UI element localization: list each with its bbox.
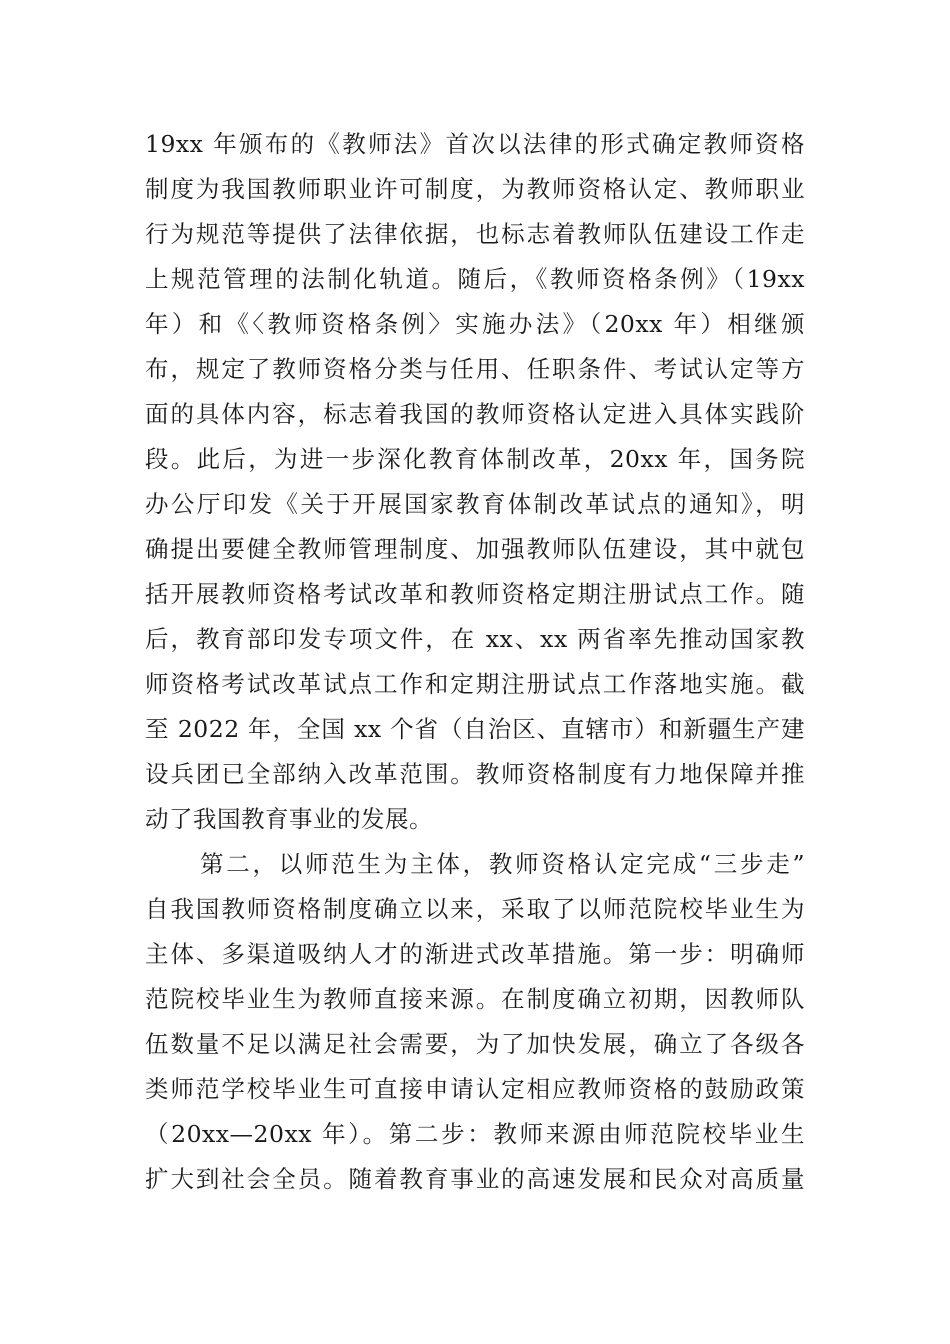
text-line: 师资格考试改革试点工作和定期注册试点工作落地实施。截 (145, 670, 805, 698)
text-line: 19xx 年颁布的《教师法》首次以法律的形式确定教师资格 (145, 130, 805, 158)
text-line: （20xx—20xx 年）。第二步：教师来源由师范院校毕业生 (145, 1120, 805, 1148)
text-line: 后，教育部印发专项文件，在 xx、xx 两省率先推动国家教 (145, 625, 805, 653)
text-line: 办公厅印发《关于开展国家教育体制改革试点的通知》，明 (145, 490, 805, 518)
text-line: 类师范学校毕业生可直接申请认定相应教师资格的鼓励政策 (145, 1075, 805, 1103)
text-line: 扩大到社会全员。随着教育事业的高速发展和民众对高质量 (145, 1165, 805, 1193)
text-line: 段。此后，为进一步深化教育体制改革，20xx 年，国务院 (145, 445, 805, 473)
text-line: 括开展教师资格考试改革和教师资格定期注册试点工作。随 (145, 580, 805, 608)
text-line: 上规范管理的法制化轨道。随后，《教师资格条例》（19xx (145, 265, 805, 293)
text-line: 年）和《〈教师资格条例〉实施办法》（20xx 年）相继颁 (145, 310, 805, 338)
text-line: 面的具体内容，标志着我国的教师资格认定进入具体实践阶 (145, 400, 805, 428)
text-line: 行为规范等提供了法律依据，也标志着教师队伍建设工作走 (145, 220, 805, 248)
text-line: 布，规定了教师资格分类与任用、任职条件、考试认定等方 (145, 355, 805, 383)
text-line: 自我国教师资格制度确立以来，采取了以师范院校毕业生为 (145, 895, 805, 923)
text-line: 确提出要健全教师管理制度、加强教师队伍建设，其中就包 (145, 535, 805, 563)
text-line: 至 2022 年，全国 xx 个省（自治区、直辖市）和新疆生产建 (145, 715, 805, 743)
text-line: 主体、多渠道吸纳人才的渐进式改革措施。第一步：明确师 (145, 940, 805, 968)
section-heading-line: 第二，以师范生为主体，教师资格认定完成“三步走” (200, 850, 805, 878)
text-line: 范院校毕业生为教师直接来源。在制度确立初期，因教师队 (145, 985, 805, 1013)
text-line: 设兵团已全部纳入改革范围。教师资格制度有力地保障并推 (145, 760, 805, 788)
text-line: 动了我国教育事业的发展。 (145, 805, 433, 833)
text-line: 伍数量不足以满足社会需要，为了加快发展，确立了各级各 (145, 1030, 805, 1058)
text-line: 制度为我国教师职业许可制度，为教师资格认定、教师职业 (145, 175, 805, 203)
